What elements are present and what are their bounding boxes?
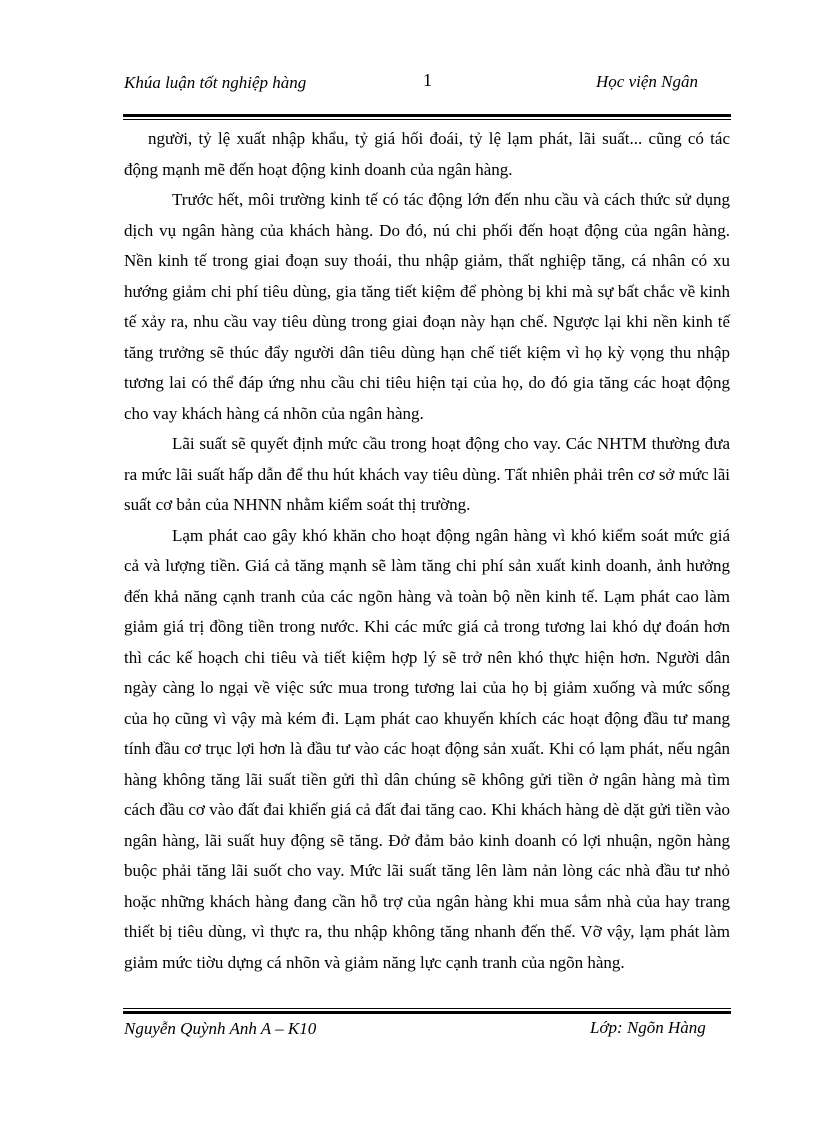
page-number: 1 bbox=[423, 70, 432, 90]
header-divider bbox=[123, 114, 731, 120]
footer-author: Nguyễn Quỳnh Anh A – K10 bbox=[124, 1019, 317, 1038]
paragraph: người, tỷ lệ xuất nhập khẩu, tỷ giá hối đoái, tỷ lệ lạm phát, lãi suất... cũng có tác động mạnh mẽ đến hoạt động kinh doanh của ngân hàng. bbox=[124, 129, 730, 179]
paragraph: Trước hết, môi trường kinh tế có tác động lớn đến nhu cầu và cách thức sử dụng dịch vụ ngân hàng của khách hàng. Do đó, nú chi phối đến hoạt động của ngân hàng. Nền kinh tế trong giai đoạn suy thoái, thu nhập giảm, thất nghiệp tăng, cá nhân có xu hướng giảm chi phí tiêu dùng, gia tăng tiết kiệm để phòng bị khi mà sự bất chắc về kinh tế xảy ra, nhu cầu vay tiêu dùng trong giai đoạn này hạn chế. Ngược lại khi nền kinh tế tăng trưởng sẽ thúc đẩy người dân tiêu dùng hạn chế tiết kiệm vì họ kỳ vọng thu nhập tương lai có thể đáp ứng nhu cầu chi tiêu hiện tại của họ, do đó gia tăng các hoạt động cho vay khách hàng cá nhõn của ngân hàng. bbox=[124, 190, 730, 423]
header-left-title: Khúa luận tốt nghiệp hàng bbox=[124, 73, 307, 92]
paragraph: Lãi suất sẽ quyết định mức cầu trong hoạt động cho vay. Các NHTM thường đưa ra mức lãi suất hấp dẫn để thu hút khách vay tiêu dùng. Tất nhiên phải trên cơ sở mức lãi suất cơ bản của NHNN nhằm kiểm soát thị trường. bbox=[124, 434, 730, 514]
header-right-title: Học viện Ngân bbox=[596, 72, 698, 91]
paragraph: Lạm phát cao gây khó khăn cho hoạt động ngân hàng vì khó kiểm soát mức giá cả và lượng tiền. Giá cả tăng mạnh sẽ làm tăng chi phí sản xuất kinh doanh, ảnh hưởng đến khả năng cạnh tranh của các ngõn hàng và toàn bộ nền kinh tế. Lạm phát cao làm giảm giá trị đồng tiền trong nước. Khi các mức giá cả trong tương lai khó dự đoán hơn thì các kế hoạch chi tiêu và tiết kiệm hợp lý sẽ trở nên khó thực hiện hơn. Người dân ngày càng lo ngại về việc sức mua trong tương lai của họ bị giảm xuống và mức sống của họ cũng vì vậy mà kém đi. Lạm phát cao khuyến khích các hoạt động đầu tư mang tính đầu cơ trục lợi hơn là đầu tư vào các hoạt động sản xuất. Khi có lạm phát, nếu ngân hàng không tăng lãi suất tiền gửi thì dân chúng sẽ không gửi tiền ở ngân hàng mà tìm cách đầu cơ vào đất đai khiến giá cả đất đai tăng cao. Khi khách hàng dè dặt gửi tiền vào ngân hàng, lãi suất huy động sẽ tăng. Đở đảm bảo kinh doanh có lợi nhuận, ngõn hàng buộc phải tăng lãi suốt cho vay. Mức lãi suất tăng lên làm nản lòng các nhà đầu tư nhỏ hoặc những khách hàng đang cần hỗ trợ của ngân hàng khi mua sắm nhà của hay trang thiết bị tiêu dùng, vì thực ra, thu nhập không tăng nhanh đến thế. Vỡ vậy, lạm phát làm giảm mức tiờu dựng cá nhõn và giảm năng lực cạnh tranh của ngõn hàng. bbox=[124, 525, 730, 972]
body-text bbox=[124, 124, 730, 978]
footer-divider bbox=[123, 1008, 731, 1014]
footer-class: Lớp: Ngõn Hàng bbox=[590, 1018, 706, 1037]
